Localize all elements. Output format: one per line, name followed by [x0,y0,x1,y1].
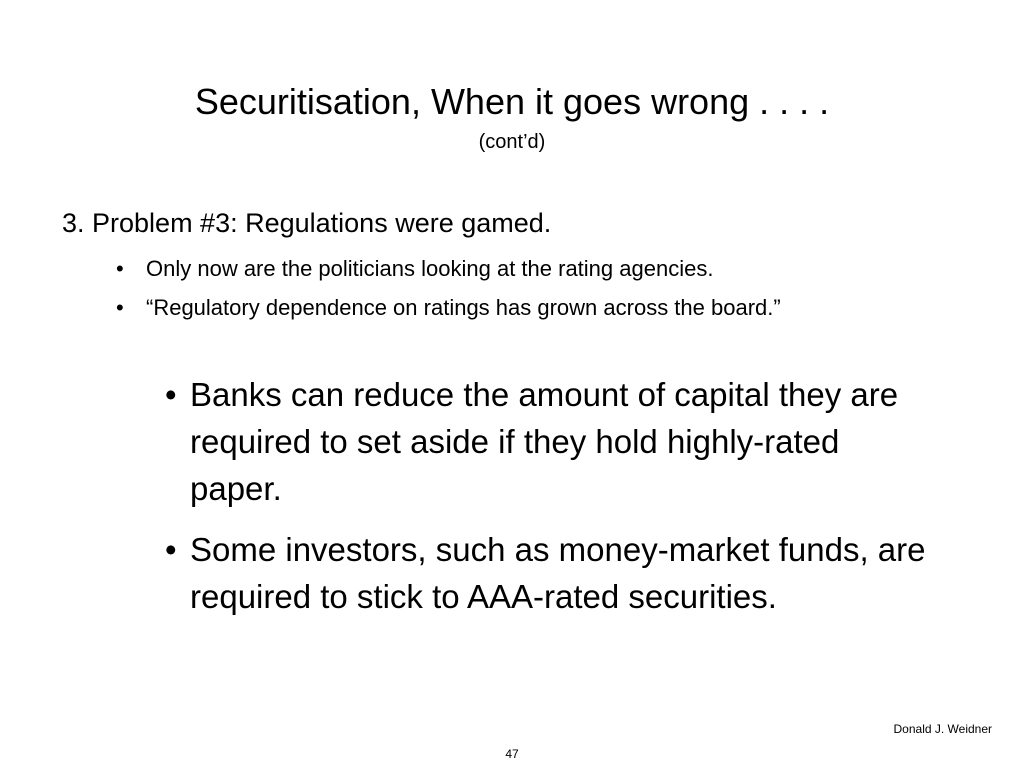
author-footer: Donald J. Weidner [893,722,992,736]
bullet-item [116,253,896,285]
sub-bullet-text: Some investors, such as money-market funds, are required to stick to AAA-rated securities. [190,531,926,615]
sub-bullet-item [165,526,935,620]
bullet-marker: • [116,256,124,281]
bullet-text: Only now are the politicians looking at the rating agencies. [146,256,714,281]
slide-subtitle: (cont’d) [478,131,546,153]
sub-bullet-item [165,371,935,512]
sub-bullet-list [165,371,935,634]
bullet-item [116,292,896,324]
page-number: 47 [505,747,519,761]
bullet-marker: • [116,295,124,320]
sub-bullet-marker: • [165,531,177,568]
sub-bullet-text: Banks can reduce the amount of capital they are required to set aside if they hold highly-rated paper. [190,376,899,507]
bullet-list [116,253,896,331]
sub-bullet-marker: • [165,376,177,413]
bullet-text: “Regulatory dependence on ratings has grown across the board.” [146,295,781,320]
slide-title: Securitisation, When it goes wrong . . . . [194,81,830,122]
problem-heading: 3. Problem #3: Regulations were gamed. [62,208,552,238]
